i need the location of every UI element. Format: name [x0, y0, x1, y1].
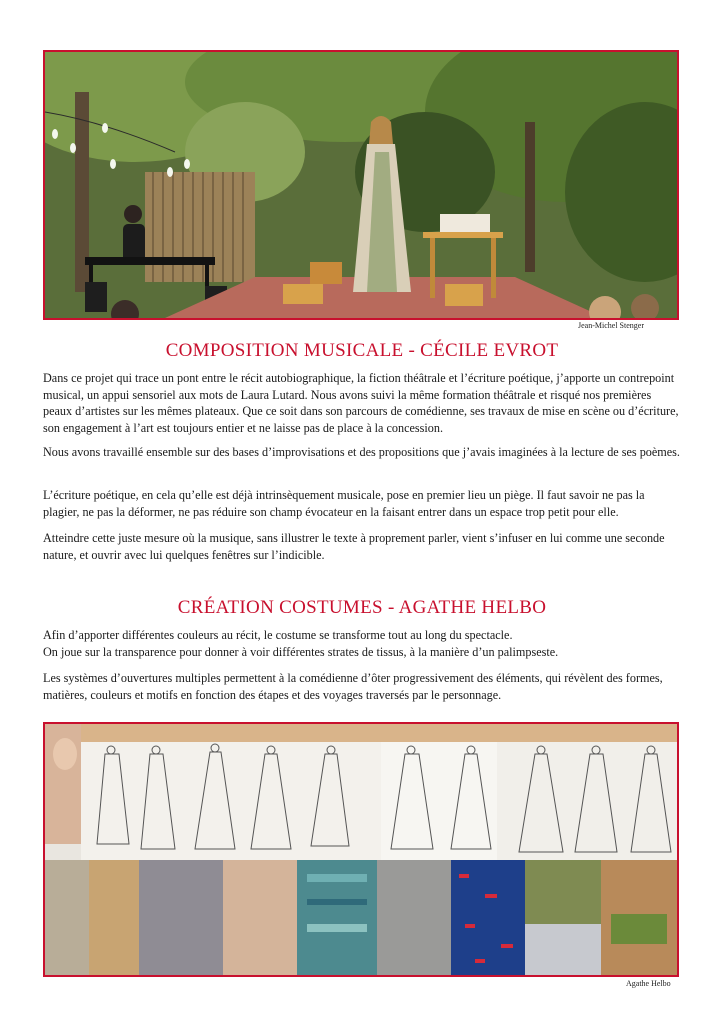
costume-sketches-illustration [45, 724, 677, 975]
music-paragraph-4: Atteindre cette juste mesure où la musique, sans illustrer le texte à proprement parler, vient s’infuser en lui comme une seconde nature, et ouvrir avec lui quelques fenêtres sur l’indicible. [43, 531, 665, 562]
garden-performance-illustration [45, 52, 677, 318]
section-title-music: COMPOSITION MUSICALE - CÉCILE EVROT [165, 340, 559, 361]
section-title-costumes: CRÉATION COSTUMES - AGATHE HELBO [177, 597, 547, 618]
music-paragraph-1: Dans ce projet qui trace un pont entre le récit autobiographique, la fiction théâtrale et l’écriture poétique, j’apporte un contrepoint musical, un appui sensoriel aux mots de Laura Lutard. Nous avons suivi la même formation théâtrale et risqué nos premières peaux d’artistes sur les mêmes plateaux. Que ce soit dans son parcours de comédienne, ses travaux de mise en scène ou d’écriture, son engagement à l’art est toujours entier et ne laisse pas de place à la concession. [43, 371, 679, 435]
costume-collage [43, 722, 679, 977]
costumes-paragraph-1: Afin d’apporter différentes couleurs au récit, le costume se transforme tout au long du spectacle. On joue sur la transparence pour donner à voir différentes strates de tissus, à la manière d’un palimpseste. [43, 628, 559, 659]
music-paragraph-2: Nous avons travaillé ensemble sur des bases d’improvisations et des propositions que j’avais imaginées à la lecture de ses poèmes. [43, 445, 680, 459]
photo-credit: Jean-Michel Stenger [578, 321, 644, 330]
collage-credit: Agathe Helbo [626, 979, 671, 988]
performance-photo [43, 50, 679, 320]
costumes-paragraph-2: Les systèmes d’ouvertures multiples permettent à la comédienne d’ôter progressivement des éléments, qui révèlent des formes, matières, couleurs et motifs en fonction des étapes et des voyages traversés par le personnage. [43, 671, 663, 702]
music-paragraph-3: L’écriture poétique, en cela qu’elle est déjà intrinsèquement musicale, pose en premier lieu un piège. Il faut savoir ne pas la plagier, ne pas la déformer, ne pas réduire son champ évocateur en la faisant entrer dans un espace trop petit pour elle. [43, 488, 645, 519]
